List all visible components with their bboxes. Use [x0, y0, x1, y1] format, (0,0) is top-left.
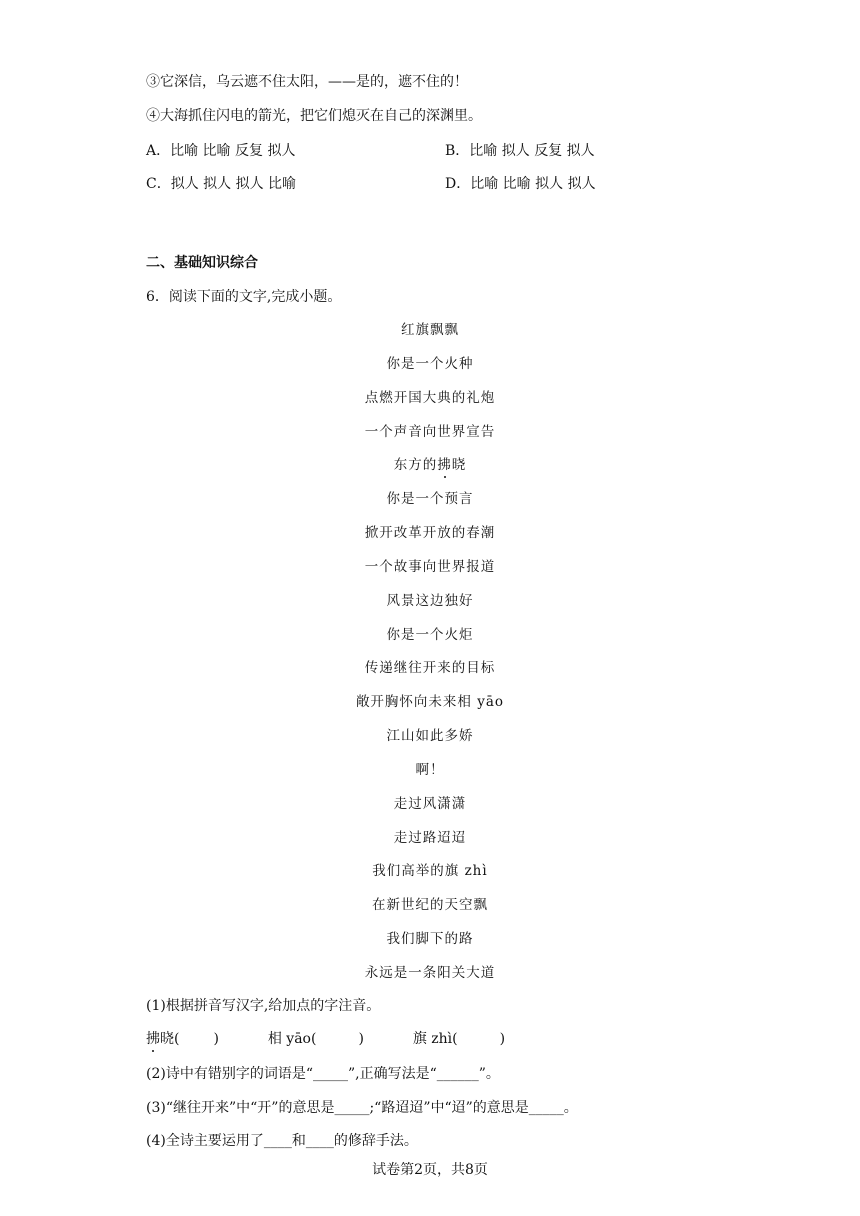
q5-option-d: D．比喻 比喻 拟人 拟人 — [445, 176, 596, 192]
dotted-char: 拂 — [146, 1031, 160, 1047]
q5-option-a: A．比喻 比喻 反复 拟人 — [146, 143, 296, 159]
blank-label: 旗 zhì( — [412, 1031, 458, 1047]
q6-sub1-blanks — [146, 1029, 505, 1049]
blank-close: ) — [499, 1031, 506, 1047]
poem-line: 风景这边独好 — [386, 593, 474, 609]
section-heading: 二、基础知识综合 — [146, 255, 258, 271]
poem-line — [0, 455, 860, 475]
blank-label: 相 yāo( — [267, 1031, 317, 1047]
q6-sub3: (3)“继往开来”中“开”的意思是_____;“路迢迢”中“迢”的意思是_____。 — [146, 1100, 578, 1116]
poem-line: 敞开胸怀向未来相 yāo — [355, 694, 505, 710]
poem-line-text: 东方的 — [393, 457, 438, 473]
q6-sub1-prompt: (1)根据拼音写汉字,给加点的字注音。 — [146, 998, 381, 1014]
dotted-char: 拂 — [437, 457, 452, 473]
q6-sub4: (4)全诗主要运用了____和____的修辞手法。 — [146, 1133, 418, 1149]
poem-line: 你是一个火种 — [386, 356, 474, 372]
q6-sub2: (2)诗中有错别字的词语是“_____”,正确写法是“______”。 — [146, 1066, 500, 1082]
poem-line: 啊！ — [415, 762, 445, 778]
blank-close: ) — [358, 1031, 364, 1047]
poem-line: 点燃开国大典的礼炮 — [364, 390, 496, 406]
poem-line: 走过风潇潇 — [393, 796, 467, 812]
poem-line: 走过路迢迢 — [393, 830, 467, 846]
poem-line: 一个故事向世界报道 — [364, 559, 496, 575]
poem-line: 一个声音向世界宣告 — [364, 424, 496, 440]
poem-line: 你是一个火炬 — [386, 627, 474, 643]
q6-prompt: 6．阅读下面的文字,完成小题。 — [146, 289, 342, 305]
poem-line: 我们脚下的路 — [386, 931, 474, 947]
poem-line: 永远是一条阳关大道 — [364, 965, 496, 981]
poem-line: 传递继往开来的目标 — [364, 660, 496, 676]
q5-item-3: ③它深信，乌云遮不住太阳，——是的，遮不住的！ — [146, 74, 468, 90]
poem-line: 我们高举的旗 zhì — [372, 863, 488, 879]
page-footer: 试卷第2页，共8页 — [372, 1162, 488, 1178]
poem-line: 江山如此多娇 — [386, 728, 474, 744]
blank-close: ) — [213, 1031, 219, 1047]
blank-label: 晓( — [160, 1031, 180, 1047]
q5-item-4: ④大海抓住闪电的箭光，把它们熄灭在自己的深渊里。 — [146, 108, 482, 124]
poem-line: 在新世纪的天空飘 — [372, 897, 488, 913]
poem-line: 掀开改革开放的春潮 — [364, 525, 496, 541]
poem-char: 晓 — [451, 457, 467, 473]
poem-title: 红旗飘飘 — [401, 322, 459, 338]
q5-option-c: C．拟人 拟人 拟人 比喻 — [146, 176, 297, 192]
poem-line: 你是一个预言 — [386, 491, 474, 507]
q5-option-b: B．比喻 拟人 反复 拟人 — [445, 143, 595, 159]
